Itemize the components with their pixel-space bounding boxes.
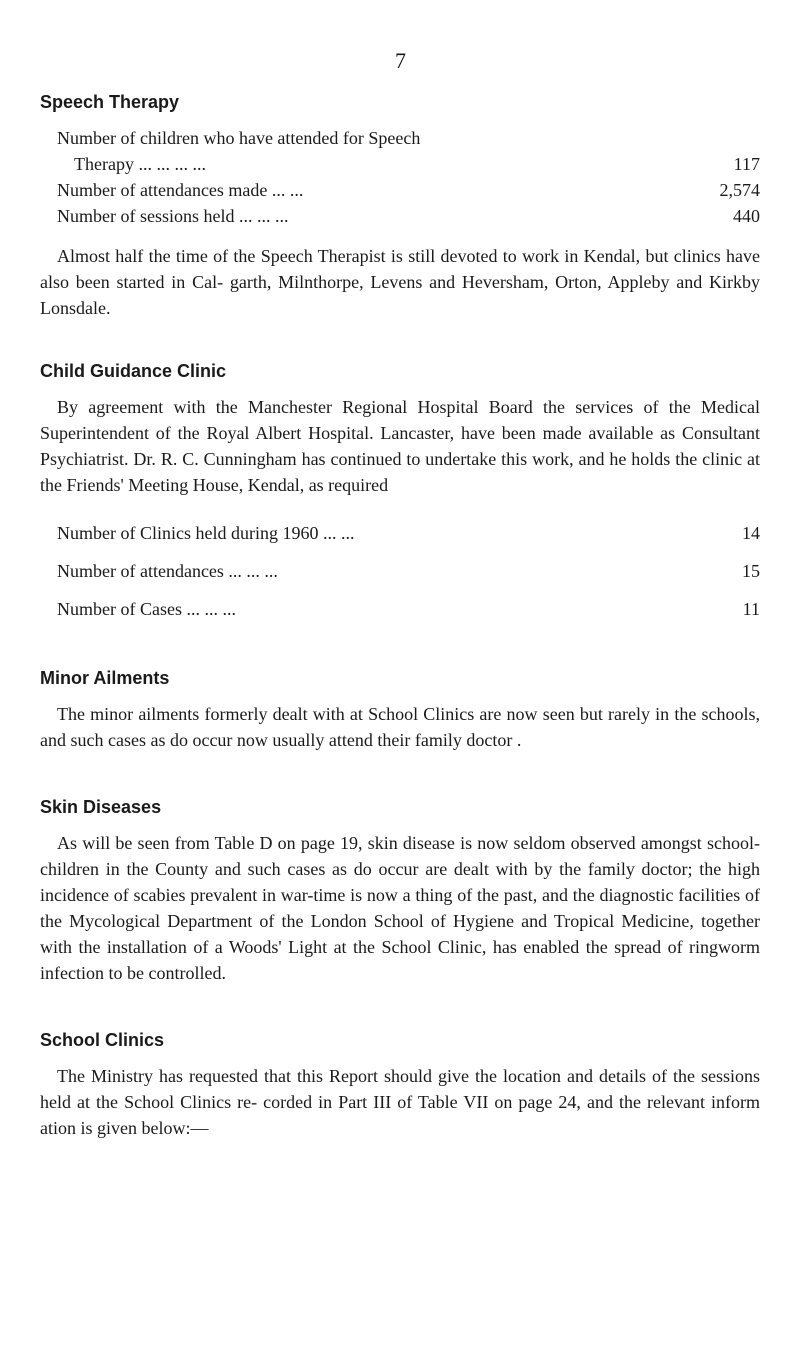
section-school-clinics [40, 1030, 760, 1141]
stat-row [57, 514, 760, 552]
stat-label-continued [57, 151, 760, 177]
section-heading: Child Guidance Clinic [40, 361, 227, 381]
stat-value: 440 [733, 206, 760, 226]
section-paragraph: The minor ailments formerly dealt with at School Clinics are now seen but rarely in the schools, and such cases as do occur now usually attend their family doctor . [40, 704, 760, 750]
child-guidance-stats [40, 514, 760, 628]
stat-value: 117 [733, 154, 760, 174]
section-heading: Skin Diseases [40, 797, 162, 817]
stat-row [57, 552, 760, 590]
stat-row [57, 203, 760, 229]
section-paragraph: The Ministry has requested that this Report should give the location and details of the sessions held at the School Clinics re- corded in Part III of Table VII on page 24, and the relevant inform ation is given below:— [40, 1066, 760, 1138]
stat-row [57, 125, 760, 177]
stat-label: Number of Cases ... ... ... [57, 599, 236, 619]
section-skin-diseases [40, 797, 760, 986]
stat-value: 11 [742, 599, 760, 619]
stat-label: Number of children who have attended for Speech [57, 128, 421, 148]
stat-value: 15 [742, 561, 760, 581]
page-number: 7 [395, 48, 406, 73]
section-child-guidance [40, 361, 760, 628]
section-paragraph: By agreement with the Manchester Regional Hospital Board the services of the Medical Superintendent of the Royal Albert Hospital. Lancaster, have been made available as Consultant Psychiatrist. Dr. R. C. Cunningham has continued to undertake this work, and he holds the clinic at the Friends' Meeting House, Kendal, as required [40, 397, 760, 495]
section-minor-ailments [40, 668, 760, 753]
stat-label: Number of attendances made ... ... [57, 180, 304, 200]
section-paragraph: As will be seen from Table D on page 19, skin disease is now seldom observed amongst school-children in the County and such cases as do occur are dealt with by the family doctor; the high incidence of scabies prevalent in war-time is now a thing of the past, and the diagnostic facilities of the Mycological Department of the London School of Hygiene and Tropical Medicine, together with the installation of a Woods' Light at the School Clinic, has enabled the spread of ringworm infection to be controlled. [40, 833, 760, 983]
document-body [40, 92, 760, 1185]
stat-row [57, 590, 760, 628]
stat-value: 2,574 [719, 180, 760, 200]
stat-label: Number of Clinics held during 1960 ... ... [57, 523, 355, 543]
section-heading: Minor Ailments [40, 668, 170, 688]
speech-stats [40, 125, 760, 229]
section-speech-therapy [40, 92, 760, 321]
section-heading: Speech Therapy [40, 92, 180, 112]
stat-value: 14 [742, 523, 760, 543]
stat-row [57, 177, 760, 203]
stat-label: Number of attendances ... ... ... [57, 561, 278, 581]
stat-label: Number of sessions held ... ... ... [57, 206, 289, 226]
stat-label: Therapy ... ... ... ... [74, 154, 206, 174]
section-paragraph: Almost half the time of the Speech Therapist is still devoted to work in Kendal, but clinics have also been started in Cal- garth, Milnthorpe, Levens and Heversham, Orton, Appleby and Kirkby Lonsdale. [40, 246, 760, 318]
section-heading: School Clinics [40, 1030, 165, 1050]
